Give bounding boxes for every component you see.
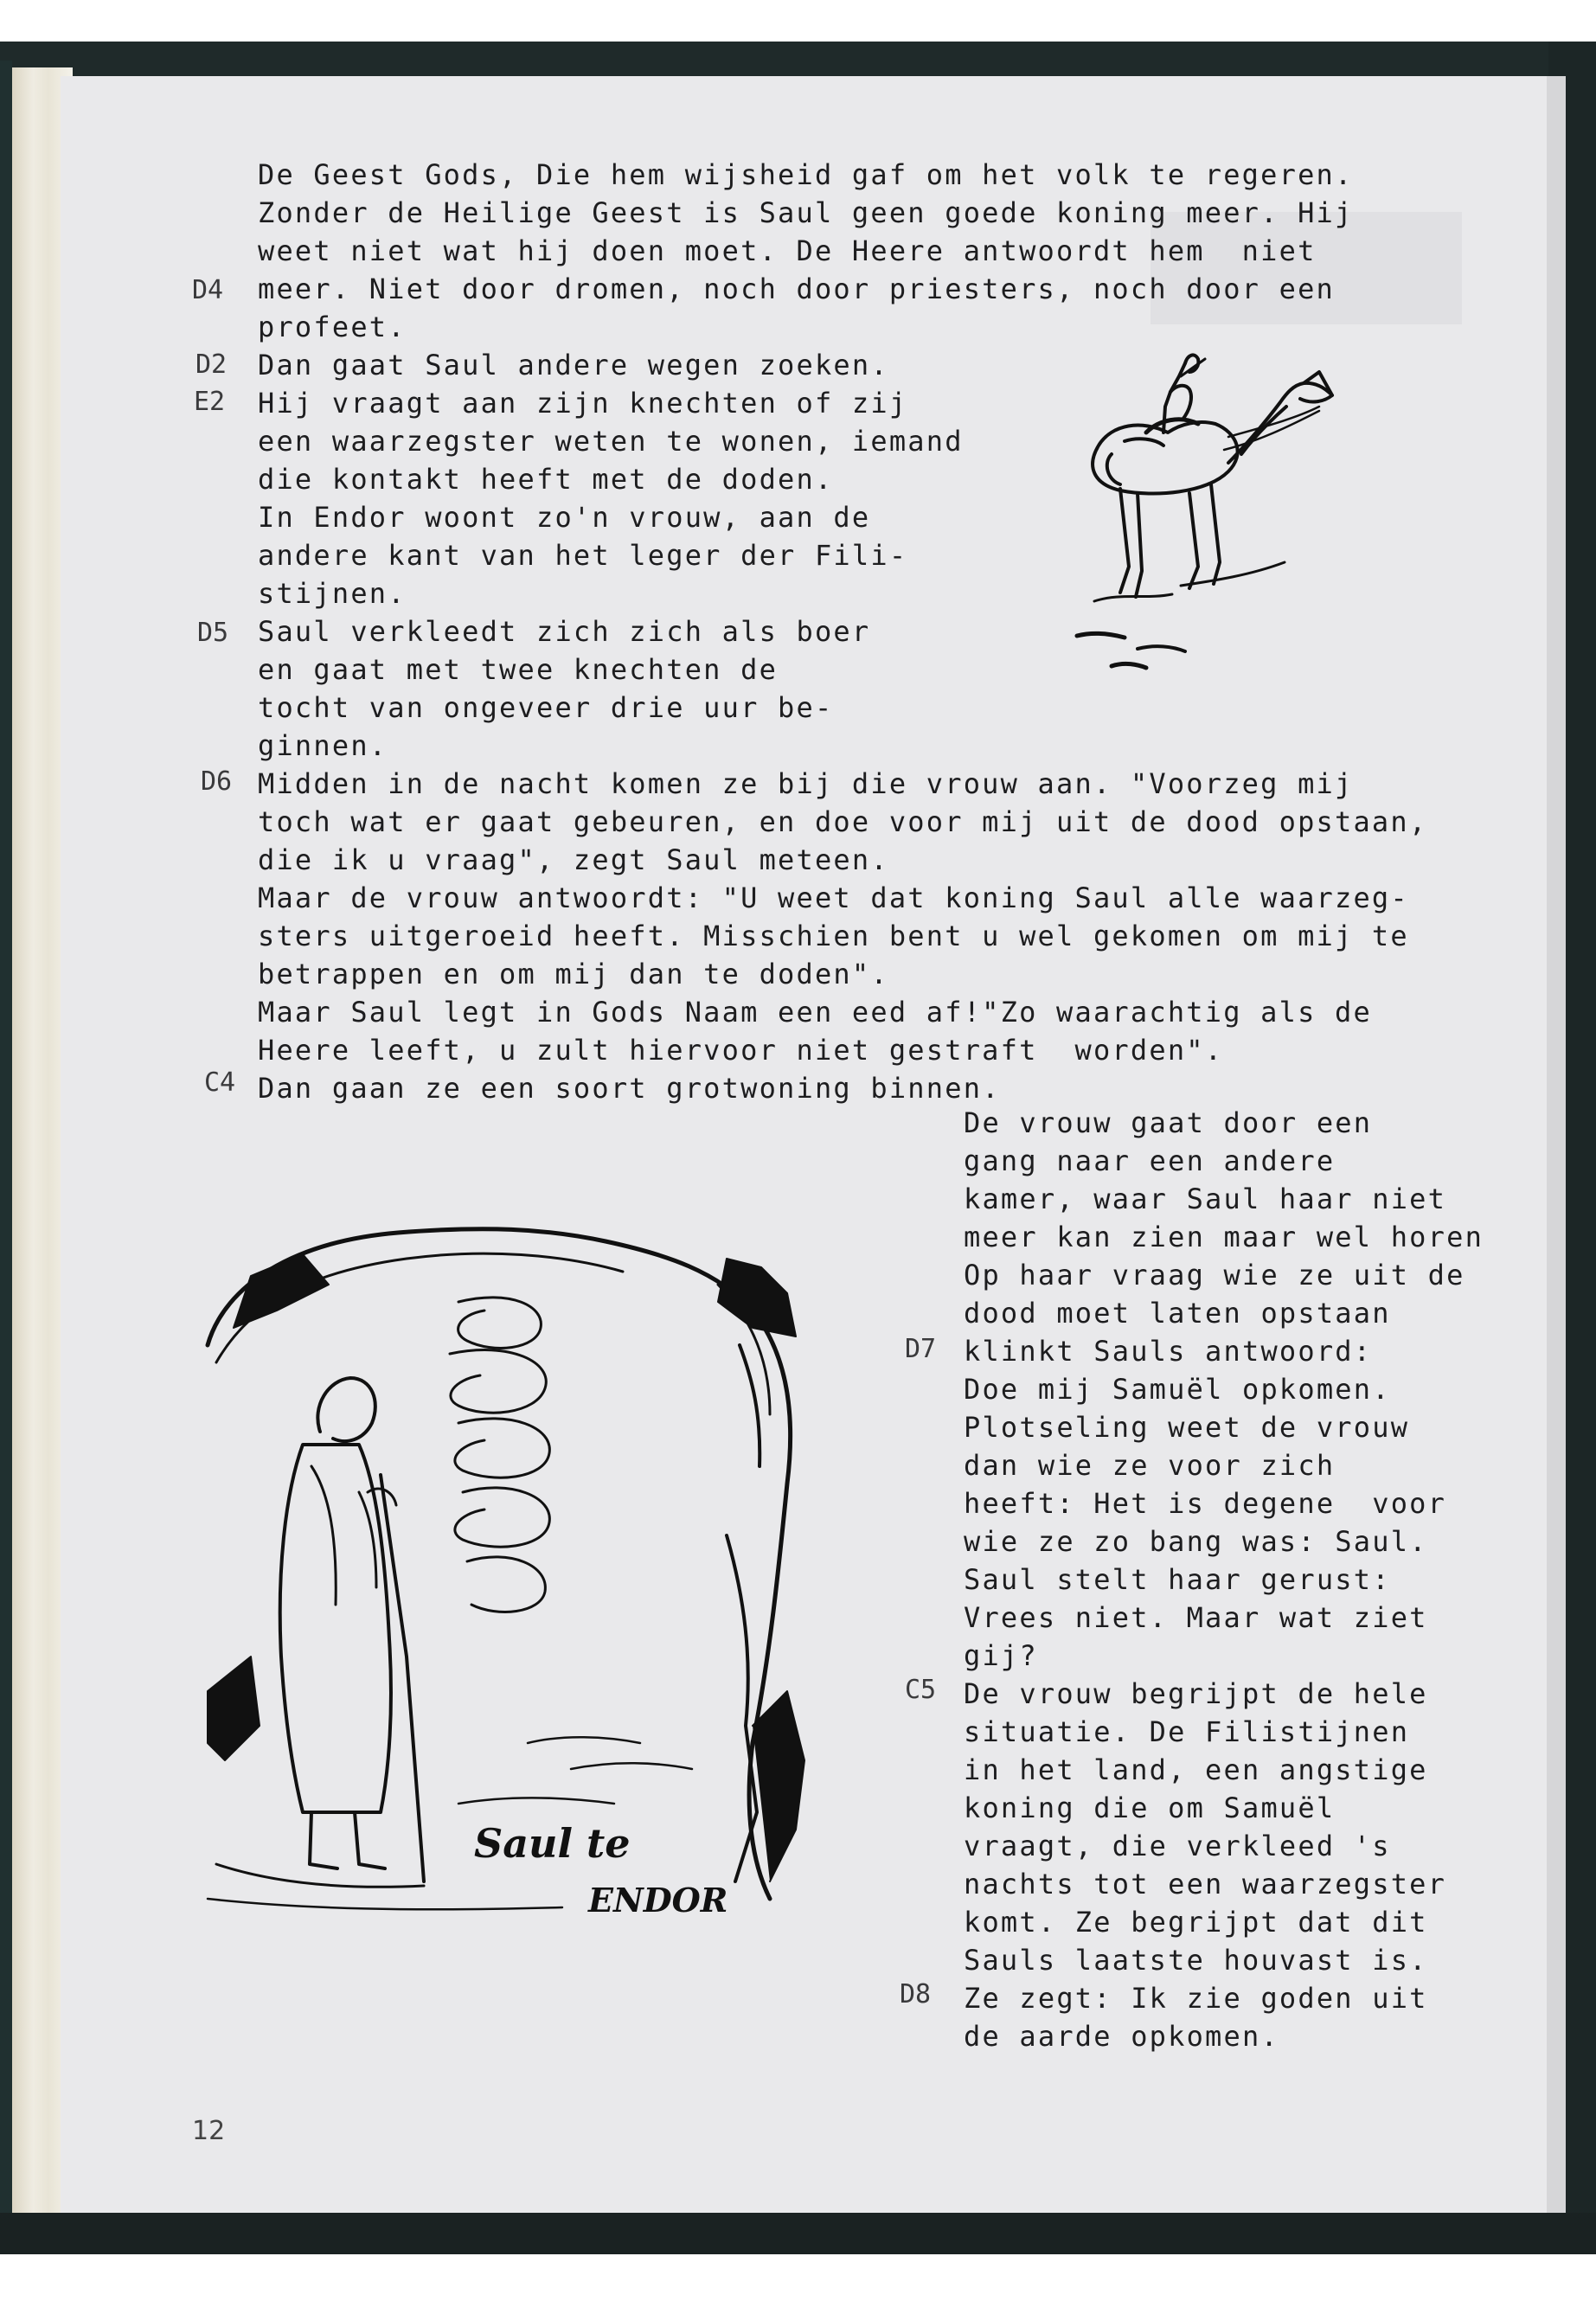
text-line: Saul verkleedt zich zich als boer	[258, 615, 871, 648]
margin-mark: C5	[905, 1675, 937, 1705]
text-line: stijnen.	[258, 577, 407, 610]
text-line: De vrouw gaat door een	[964, 1106, 1373, 1139]
text-line: Hij vraagt aan zijn knechten of zij	[258, 387, 908, 420]
margin-mark: D8	[900, 1979, 932, 2009]
margin-mark: D5	[197, 618, 229, 648]
text-line: die kontakt heeft met de doden.	[258, 463, 834, 496]
text-line: in het land, een angstige	[964, 1753, 1428, 1786]
text-line: Maar Saul legt in Gods Naam een eed af!"Zo waarachtig als de	[258, 996, 1372, 1029]
margin-mark: E2	[194, 387, 226, 417]
text-line: de aarde opkomen.	[964, 2020, 1279, 2053]
text-line: Op haar vraag wie ze uit de	[964, 1259, 1465, 1292]
text-line: weet niet wat hij doen moet. De Heere antwoordt hem niet	[258, 234, 1317, 267]
text-line: In Endor woont zo'n vrouw, aan de	[258, 501, 871, 534]
text-line: Doe mij Samuël opkomen.	[964, 1373, 1391, 1406]
text-line: betrappen en om mij dan te doden".	[258, 958, 889, 990]
text-line: kamer, waar Saul haar niet	[964, 1183, 1447, 1215]
text-line: andere kant van het leger der Fili-	[258, 539, 908, 572]
scan-background-bottom	[0, 2213, 1596, 2254]
text-line: Zonder de Heilige Geest is Saul geen goede koning meer. Hij	[258, 196, 1354, 229]
margin-mark: D6	[201, 766, 233, 797]
text-line: meer. Niet door dromen, noch door priesters, noch door een	[258, 272, 1336, 305]
text-line: wie ze zo bang was: Saul.	[964, 1525, 1428, 1558]
drawing-caption: Saul te	[474, 1820, 631, 1867]
text-line: ginnen.	[258, 729, 388, 762]
facing-page-edge	[1547, 76, 1566, 2213]
text-line: tocht van ongeveer drie uur be-	[258, 691, 834, 724]
text-line: sters uitgeroeid heeft. Misschien bent u wel gekomen om mij te	[258, 920, 1409, 952]
margin-mark: D2	[195, 349, 228, 380]
text-line: gang naar een andere	[964, 1144, 1336, 1177]
text-line: Ze zegt: Ik zie goden uit	[964, 1982, 1428, 2015]
text-line: Dan gaat Saul andere wegen zoeken.	[258, 349, 889, 381]
text-line: gij?	[964, 1639, 1038, 1672]
margin-mark: C4	[204, 1067, 236, 1098]
text-line: Dan gaan ze een soort grotwoning binnen.	[258, 1072, 1001, 1105]
text-line: De vrouw begrijpt de hele	[964, 1677, 1428, 1710]
text-line: die ik u vraag", zegt Saul meteen.	[258, 843, 889, 876]
margin-mark: D7	[905, 1334, 937, 1364]
book-spine	[0, 61, 12, 2232]
text-line: koning die om Samuël	[964, 1791, 1336, 1824]
text-line: dood moet laten opstaan	[964, 1297, 1391, 1330]
text-line: dan wie ze voor zich	[964, 1449, 1336, 1482]
text-line: Sauls laatste houvast is.	[964, 1944, 1428, 1977]
text-line: Vrees niet. Maar wat ziet	[964, 1601, 1428, 1634]
text-line: en gaat met twee knechten de	[258, 653, 779, 686]
text-line: vraagt, die verkleed 's	[964, 1830, 1391, 1862]
text-line: een waarzegster weten te wonen, iemand	[258, 425, 964, 458]
text-line: Saul stelt haar gerust:	[964, 1563, 1391, 1596]
text-line: komt. Ze begrijpt dat dit	[964, 1906, 1428, 1939]
text-line: toch wat er gaat gebeuren, en doe voor mij uit de dood opstaan,	[258, 805, 1428, 838]
text-line: Plotseling weet de vrouw	[964, 1411, 1410, 1444]
text-line: heeft: Het is degene voor	[964, 1487, 1447, 1520]
text-line: profeet.	[258, 311, 407, 343]
text-line: klinkt Sauls antwoord:	[964, 1335, 1373, 1368]
drawing-caption: ENDOR	[588, 1881, 728, 1920]
text-line: De Geest Gods, Die hem wijsheid gaf om het volk te regeren.	[258, 158, 1354, 191]
margin-mark: D4	[192, 275, 224, 305]
text-line: nachts tot een waarzegster	[964, 1868, 1447, 1900]
page-number: 12	[192, 2116, 226, 2146]
camel-rider-drawing	[1060, 324, 1362, 688]
text-line: situatie. De Filistijnen	[964, 1715, 1410, 1748]
text-line: Maar de vrouw antwoordt: "U weet dat koning Saul alle waarzeg-	[258, 881, 1409, 914]
text-line: Midden in de nacht komen ze bij die vrouw aan. "Voorzeg mij	[258, 767, 1354, 800]
text-line: Heere leeft, u zult hiervoor niet gestraft worden".	[258, 1034, 1224, 1067]
text-line: meer kan zien maar wel horen	[964, 1221, 1484, 1253]
